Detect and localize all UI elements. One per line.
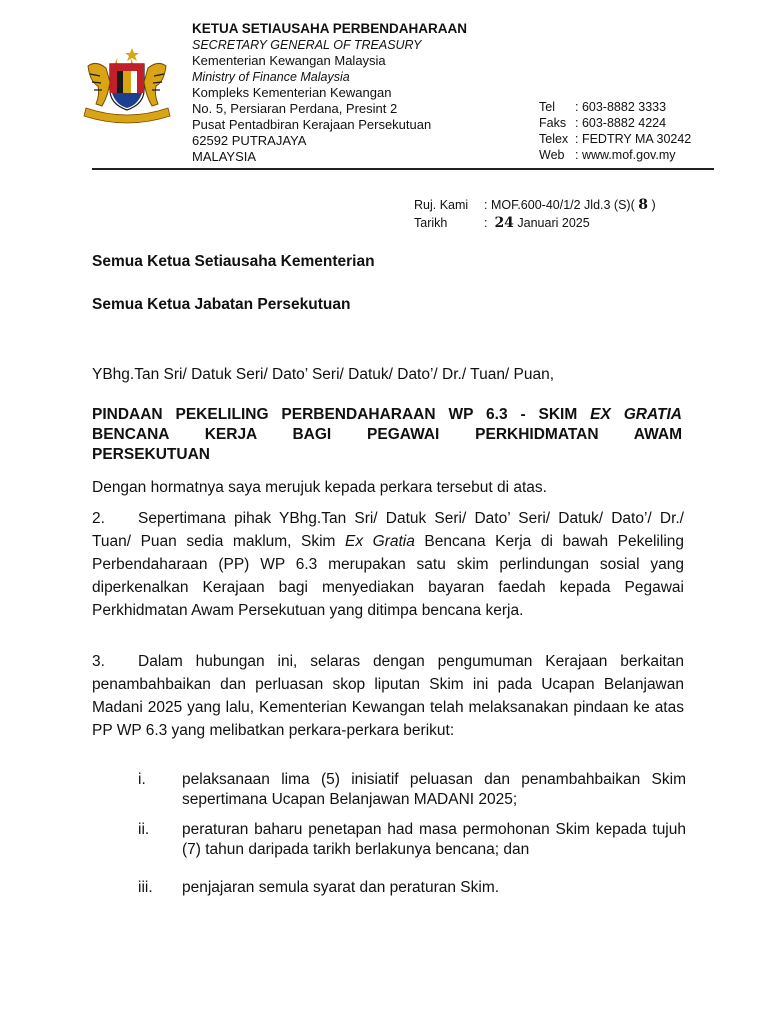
address-line: Pusat Pentadbiran Kerajaan Persekutuan [192, 117, 432, 132]
letterhead-title: KETUA SETIAUSAHA PERBENDAHARAAN [192, 21, 468, 36]
list-item: i. pelaksanaan lima (5) inisiatif peluasan dan penambahbaikan Skim sepertimana Ucapan Belanjawan MADANI 2025; [138, 771, 686, 808]
date-label: Tarikh [414, 216, 448, 230]
address-line: No. 5, Persiaran Perdana, Presint 2 [192, 101, 398, 116]
addressee-line: Semua Ketua Setiausaha Kementerian [92, 253, 375, 270]
ministry-name: Kementerian Kewangan Malaysia [192, 53, 386, 68]
contact-value: : 603-8882 4224 [575, 116, 667, 130]
letterhead [192, 21, 467, 165]
reference-block [414, 196, 656, 232]
contact-value: : FEDTRY MA 30242 [575, 132, 692, 146]
address-line: MALAYSIA [192, 149, 257, 164]
contact-value: : www.mof.gov.my [575, 148, 676, 162]
contact-value: : 603-8882 3333 [575, 100, 667, 114]
addressee-line: Semua Ketua Jabatan Persekutuan [92, 296, 351, 313]
contact-info [539, 99, 691, 163]
reference-value: : MOF.600-40/1/2 Jld.3 (S)( 8 ) [484, 197, 656, 213]
list-item: iii. penjajaran semula syarat dan peraturan Skim. [138, 879, 500, 896]
contact-label: Tel [539, 100, 555, 114]
coat-of-arms-icon [74, 44, 180, 126]
handwritten-day: 24 [494, 215, 514, 231]
letterhead-title-en: SECRETARY GENERAL OF TREASURY [192, 38, 422, 52]
letter-subject: PINDAAN PEKELILING PERBENDAHARAAN WP 6.3 - SKIM EX GRATIA BENCANA KERJA BAGI PEGAWAI PERKHIDMATAN AWAM PERSEKUTUAN [92, 406, 683, 463]
reference-label: Ruj. Kami [414, 198, 469, 212]
address-line: 62592 PUTRAJAYA [192, 133, 307, 148]
ministry-name-en: Ministry of Finance Malaysia [192, 70, 350, 84]
paragraph-1: Dengan hormatnya saya merujuk kepada perkara tersebut di atas. [92, 479, 547, 496]
date-value: : 24 Januari 2025 [484, 215, 590, 231]
header-divider [92, 168, 714, 170]
salutation: YBhg.Tan Sri/ Datuk Seri/ Dato’ Seri/ Datuk/ Dato’/ Dr./ Tuan/ Puan, [92, 366, 555, 383]
paragraph-3: 3. Dalam hubungan ini, selaras dengan pengumuman Kerajaan berkaitan penambahbaikan dan perluasan skop liputan Skim ini pada Ucapan Belanjawan Madani 2025 yang lalu, Kementerian Kewangan telah melaksanakan pindaan ke atas PP WP 6.3 yang melibatkan perkara-perkara berikut: [92, 653, 684, 739]
paragraph-2: 2. Sepertimana pihak YBhg.Tan Sri/ Datuk Seri/ Dato’ Seri/ Datuk/ Dato’/ Dr./ Tuan/ Puan sedia maklum, Skim Ex Gratia Bencana Kerja di bawah Pekeliling Perbendaharaan (PP) WP 6.3 merupakan satu skim perlindungan sosial yang diperkenalkan Kerajaan bagi menyediakan bayaran faedah kepada Pegawai Perkhidmatan Awam Persekutuan yang ditimpa bencana kerja. [92, 510, 684, 619]
contact-label: Telex [539, 132, 569, 146]
contact-label: Faks [539, 116, 567, 130]
address-line: Kompleks Kementerian Kewangan [192, 85, 392, 100]
list-item: ii. peraturan baharu penetapan had masa permohonan Skim kepada tujuh (7) tahun daripada tarikh berlakunya bencana; dan [138, 821, 686, 858]
contact-label: Web [539, 148, 565, 162]
handwritten-number: 8 [638, 197, 648, 213]
